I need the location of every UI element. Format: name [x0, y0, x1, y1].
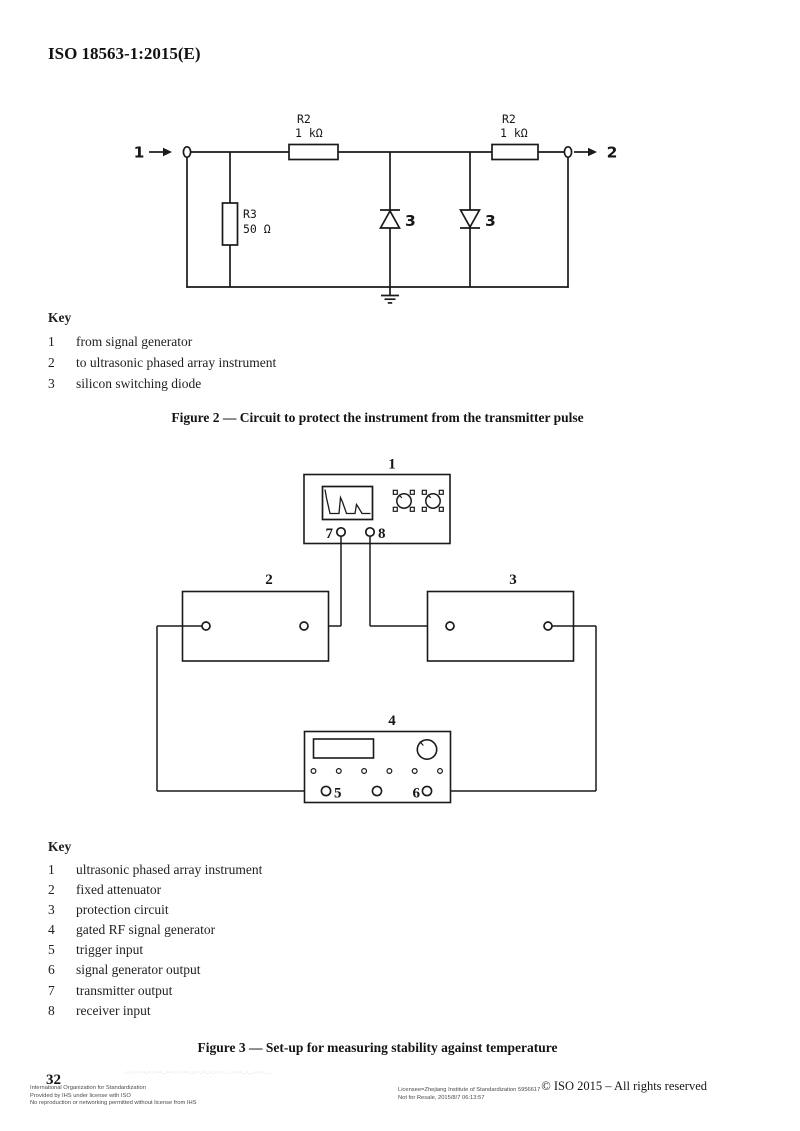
fineprint-line: No reproduction or networking permitted without license from IHS — [30, 1099, 197, 1106]
fineprint-line: Provided by IHS under license with ISO — [30, 1091, 131, 1099]
screw-icon — [439, 507, 443, 511]
key-item-text: ultrasonic phased array instrument — [76, 862, 263, 877]
connector7-label: 7 — [325, 526, 333, 542]
key-item-number: 8 — [48, 1002, 55, 1018]
input-arrow-head-icon — [163, 148, 172, 156]
key-item-number: 3 — [48, 376, 55, 391]
key-item-text: trigger input — [76, 942, 144, 958]
page-number: 32 — [46, 1072, 61, 1088]
key-item — [48, 373, 276, 394]
key-item — [48, 331, 276, 352]
signal-output-connector — [422, 786, 431, 795]
key-item-text: signal generator output — [76, 962, 201, 978]
generator-button-icon — [412, 769, 417, 774]
key-item-number: 1 — [48, 862, 55, 877]
generator-button-icon — [362, 769, 367, 774]
document-header: ISO 18563-1:2015(E) — [48, 44, 201, 63]
generator-button-icon — [438, 769, 443, 774]
screw-icon — [393, 507, 397, 511]
key-item — [48, 981, 262, 1001]
key-item — [48, 352, 276, 373]
key-item-number: 3 — [48, 902, 55, 918]
generator-display — [314, 739, 374, 758]
key-item-text: to ultrasonic phased array instrument — [76, 355, 277, 370]
terminal-1-label: 1 — [133, 143, 145, 162]
box1-label: 1 — [388, 456, 396, 473]
diode-left-label: 3 — [405, 212, 416, 230]
instrument-knob-left — [397, 494, 411, 508]
key-item-number: 4 — [48, 922, 55, 938]
key-item — [48, 900, 262, 920]
screw-icon — [410, 507, 414, 511]
key-item — [48, 960, 262, 980]
figure2-caption: Figure 2 — Circuit to protect the instrument from the transmitter pulse — [171, 410, 584, 425]
fineprint-line: Licensee=Zhejiang Institute of Standardization 5956617 — [398, 1086, 541, 1093]
key-heading: Key — [48, 310, 72, 325]
generator-button-icon — [387, 769, 392, 774]
key-item-number: 7 — [48, 982, 55, 998]
diode-right-icon — [461, 210, 480, 227]
watermark-noise: -''-'·''''-''·''''--''''·'-''''·-'''-''--'-''·''-·'''·''--'··-''''-'-- — [124, 1071, 271, 1076]
key-item — [48, 860, 262, 880]
key-item — [48, 940, 262, 960]
r2-right-name-label: R2 — [502, 112, 516, 126]
diode-left-icon — [381, 211, 400, 228]
key-item-text: transmitter output — [76, 982, 173, 998]
figure2-circuit-diagram — [0, 95, 680, 315]
key-item-text: fixed attenuator — [76, 882, 162, 898]
figure2-key — [48, 309, 276, 394]
diode-right-label: 3 — [485, 212, 496, 230]
connector-7 — [337, 528, 345, 536]
r2-left-value-label: 1 kΩ — [295, 126, 323, 140]
r2-right-value-label: 1 kΩ — [500, 126, 528, 140]
r2-left-name-label: R2 — [297, 112, 311, 126]
screw-icon — [410, 490, 414, 494]
figure3-key — [48, 838, 262, 1021]
figure3-setup-diagram — [0, 455, 680, 820]
attenuator-left-connector — [202, 622, 210, 630]
key-item-text: from signal generator — [76, 334, 193, 349]
instrument-knob-right — [426, 494, 440, 508]
key-item — [48, 920, 262, 940]
r3-value-label: 50 Ω — [243, 222, 271, 236]
attenuator-right-connector — [300, 622, 308, 630]
r3-name-label: R3 — [243, 207, 257, 221]
key-item-number: 2 — [48, 882, 55, 898]
screw-icon — [422, 490, 426, 494]
protection-left-connector — [446, 622, 454, 630]
connector-8 — [366, 528, 374, 536]
box2-label: 2 — [265, 572, 273, 588]
generator-button-icon — [311, 769, 316, 774]
instrument-screen — [323, 487, 373, 520]
key-item-number: 5 — [48, 942, 55, 958]
generator-button-icon — [336, 769, 341, 774]
fineprint-line: International Organization for Standardization — [30, 1084, 146, 1091]
output-arrow-head-icon — [588, 148, 597, 156]
trigger-input-connector — [321, 786, 330, 795]
box4-label: 4 — [388, 713, 396, 729]
fineprint-line: Not for Resale, 2015/8/7 06:13:57 — [398, 1093, 485, 1101]
box3-label: 3 — [509, 572, 517, 588]
terminal-2-connector — [564, 147, 571, 157]
resistor-r2-right — [492, 145, 538, 160]
key-item-text: gated RF signal generator — [76, 922, 216, 938]
screw-icon — [393, 490, 397, 494]
key-item-number: 2 — [48, 355, 55, 370]
key-item-number: 6 — [48, 962, 55, 978]
key-heading: Key — [48, 839, 72, 854]
resistor-r2-left — [289, 145, 338, 160]
screw-icon — [439, 490, 443, 494]
connector8-label: 8 — [378, 526, 386, 542]
connector5-label: 5 — [334, 785, 342, 802]
resistor-r3 — [223, 203, 238, 245]
key-item — [48, 1001, 262, 1021]
terminal-2-label: 2 — [606, 143, 618, 162]
protection-right-connector — [544, 622, 552, 630]
connector6-label: 6 — [412, 785, 420, 802]
screw-icon — [422, 507, 426, 511]
figure3-caption: Figure 3 — Set-up for measuring stability against temperature — [197, 1040, 558, 1055]
key-item-number: 1 — [48, 334, 55, 349]
key-item-text: receiver input — [76, 1002, 151, 1018]
key-item-text: silicon switching diode — [76, 376, 202, 391]
generator-middle-connector — [372, 786, 381, 795]
copyright-notice: © ISO 2015 – All rights reserved — [541, 1079, 707, 1093]
key-item — [48, 880, 262, 900]
terminal-1-connector — [183, 147, 190, 157]
key-item-text: protection circuit — [76, 902, 169, 918]
